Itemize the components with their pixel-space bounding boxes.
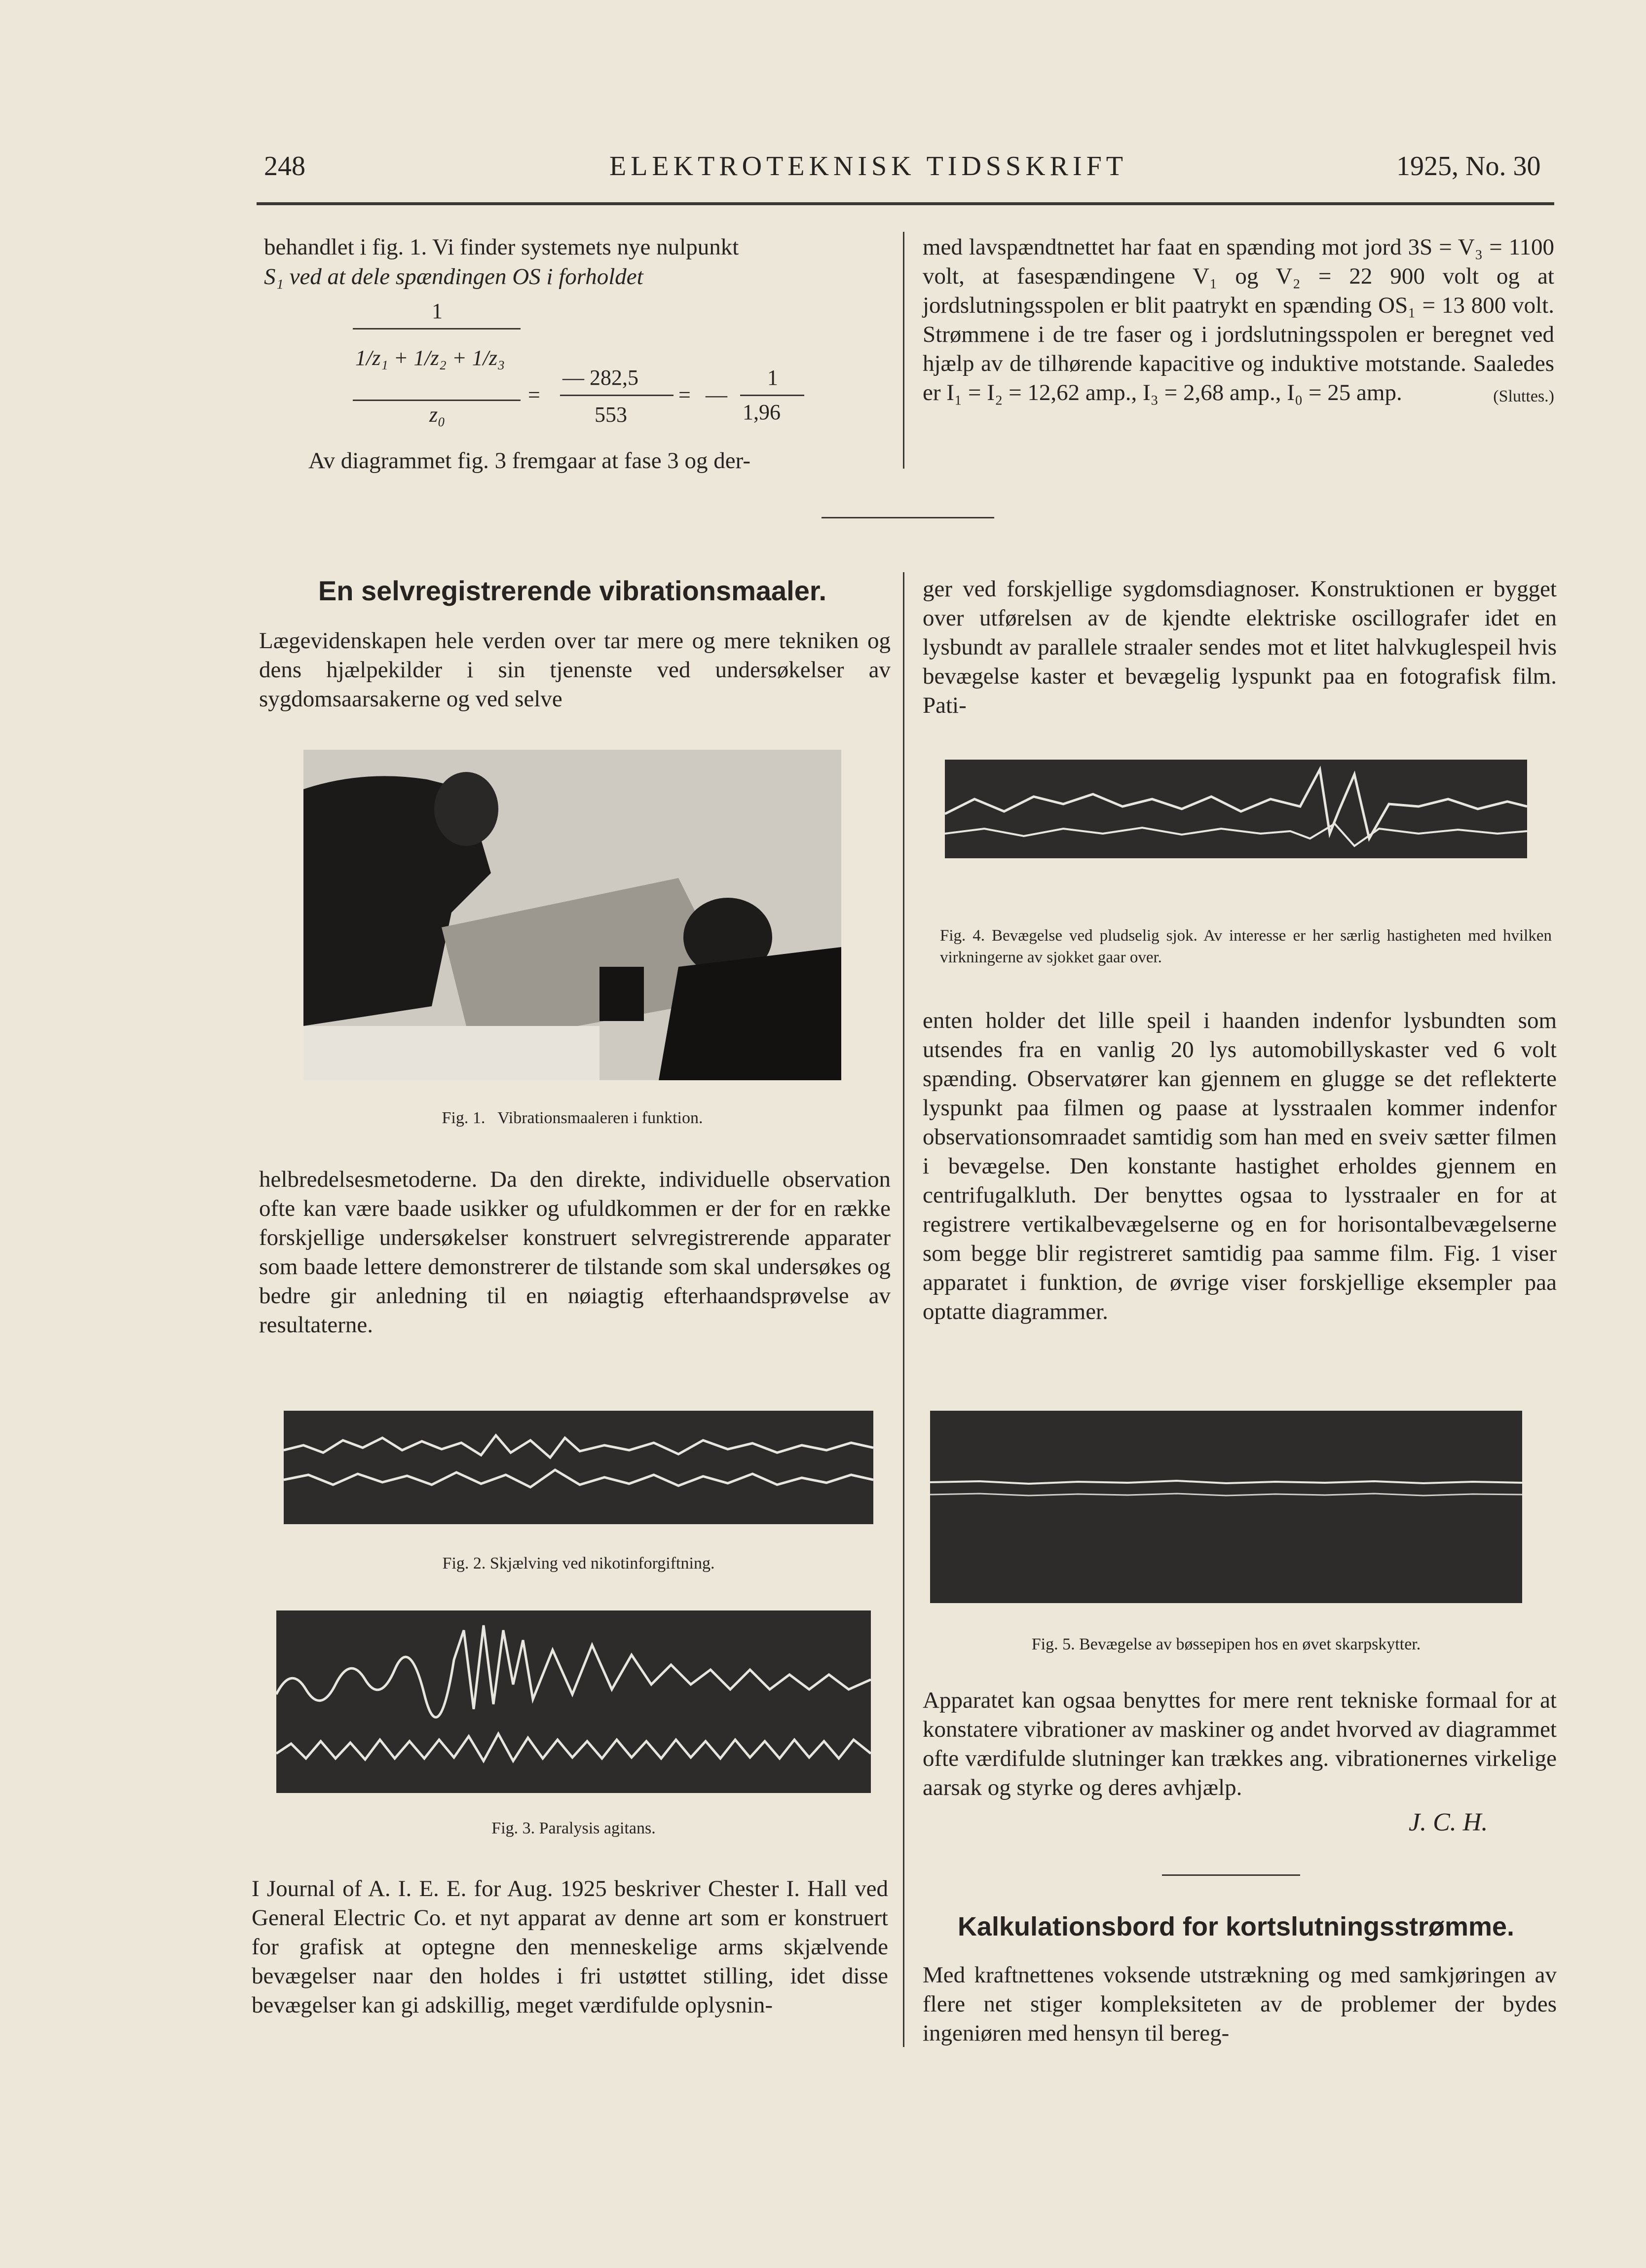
page-number: 248 (264, 151, 305, 182)
article1-para2: helbredelsesmetoderne. Da den direkte, individuelle observation ofte kan være baade usikker og ufuldkommen er der for en række forskjellige undersøkelser konstruert selvregistrerende apparater som baade lettere demonstrerer de tilstande som skal undersøkes og bedre gir anledning til en nøiagtig efterhaandsprøvelse av resultaterne. (259, 1167, 891, 1338)
top-right-paragraph: med lavspændtnettet har faat en spænding mot jord 3S = V₃ = 1100 volt, at fasespændingene V₁ og V₂ = 22 900 volt og at jordslutningsspolen er blit paatrykt en spænding OS₁ = 13 800 volt. Strømmene i de tre faser og i jordslutningsspolen er beregnet ved hjælp av de tilhørende kapacitive og induktive motstande. Saaledes er I₁ = I₂ = 12,62 amp., I₃ = 2,68 amp., I₀ = 25 amp. (923, 234, 1554, 405)
fig2-caption: Fig. 2. Skjælving ved nikotinforgiftning. (442, 1554, 715, 1573)
article1-title: En selvregistrerende vibrationsmaaler. (318, 575, 827, 606)
article-column-divider (903, 572, 904, 2047)
top-left-line1: behandlet i fig. 1. Vi finder systemets nye nulpunkt (264, 234, 739, 260)
formula-denominator: z₀ (429, 402, 446, 427)
formula-sum-row: 1/z₁ + 1/z₂ + 1/z₃ (355, 346, 505, 370)
formula-result-bar (740, 395, 804, 396)
article1-right-para3: Apparatet kan ogsaa benyttes for mere rent tekniske formaal for at konstatere vibrationer av maskiner og andet hvorved av diagrammet ofte værdifulde slutninger kan trækkes ang. vibrationernes virkelige aarsak og styrke og deres avhjælp. (923, 1687, 1557, 1800)
end-note: (Sluttes.) (1493, 387, 1554, 405)
article1-right-para2: enten holder det lille speil i haanden indenfor lysbundten som utsendes fra en vanlig 20 lys automobillyskaster ved 6 volt spænding. Observatører kan gjennem en glugge se det reflekterte lyspunkt paa filmen og paase at lysstraalen kommer indenfor observationsomraadet samtidig som han med en sveiv sætter filmen i bevægelse. Den konstante hastighet erholdes gjennem en centrifugalkluth. Der benyttes ogsaa to lysstraaler en for at registrere vertikalbevægelserne og en for horisontalbevægelserne som begge blir registreret samtidig paa samme film. Fig. 1 viser apparatet i funktion, de øvrige viser forskjellige eksempler paa optatte diagrammer. (923, 1008, 1557, 1324)
header-rule (257, 202, 1554, 205)
section-divider (822, 517, 994, 518)
fig1-photo (303, 750, 841, 1080)
top-column-divider (903, 232, 904, 469)
fig4-caption: Fig. 4. Bevægelse ved pludselig sjok. Av interesse er her særlig hastigheten med hvilken virkningerne av sjokket gaar over. (940, 927, 1552, 966)
fig5-plate (930, 1411, 1522, 1603)
top-left-line2: S₁ ved at dele spændingen OS i forholdet (264, 264, 643, 290)
fig3-caption: Fig. 3. Paralysis agitans. (491, 1819, 656, 1837)
article1-intro: Lægevidenskapen hele verden over tar mere og mere tekniken og dens hjælpekilder i sin tjenenste ved undersøkelser av sygdomsaarsakerne og ved selve (259, 628, 891, 712)
journal-title: ELEKTROTEKNISK TIDSSKRIFT (609, 151, 1127, 182)
formula-eq2: = (678, 383, 691, 407)
article1-para3: I Journal of A. I. E. E. for Aug. 1925 beskriver Chester I. Hall ved General Electric Co. et nyt apparat av denne art som er konstruert for grafisk at optegne den menneskelige arms skjælvende bevægelser naar den holdes i fri ustøttet stilling, idet disse bevægelser kan gi adskillig, meget værdifulde oplysnin- (252, 1876, 888, 2018)
formula-result-num: 1 (767, 366, 778, 390)
formula-eq-bar (560, 395, 673, 396)
formula-eq-num: — 282,5 (562, 366, 638, 390)
top-right-text (923, 233, 1554, 411)
formula-one: 1 (432, 299, 443, 323)
formula-sub-bar (353, 400, 521, 401)
fig1-illustration (303, 750, 841, 1080)
fig5-caption: Fig. 5. Bevægelse av bøssepipen hos en øvet skarpskytter. (1031, 1635, 1421, 1653)
article2-text: Med kraftnettenes voksende utstrækning og med samkjøringen av flere net stiger kompleksiteten av de problemer der bydes ingeniøren med hensyn til bereg- (923, 1962, 1557, 2046)
fig3-plate (276, 1610, 871, 1793)
formula-eq-den: 553 (595, 402, 627, 427)
article1-right-para1: ger ved forskjellige sygdomsdiagnoser. Konstruktionen er bygget over utførelsen av de kjendte elektriske oscillografer idet en lysbundt av parallele straaler sendes mot et litet halvkuglespeil hvis bevægelse kaster et bevægelig lyspunkt paa en fotografisk film. Pati- (923, 576, 1557, 718)
formula-minus: — (706, 383, 727, 407)
formula-result-den: 1,96 (743, 400, 781, 424)
fig1-caption: Fig. 1. Vibrationsmaaleren i funktion. (442, 1109, 703, 1127)
article2-title: Kalkulationsbord for kortslutningsstrømme. (957, 1912, 1515, 1941)
fig4-plate (945, 760, 1527, 858)
issue-label: 1925, No. 30 (1396, 151, 1541, 182)
top-left-last-line: Av diagrammet fig. 3 fremgaar at fase 3 og der- (308, 448, 751, 474)
formula-eq1: = (528, 383, 540, 407)
formula-main-bar (353, 328, 521, 329)
signature: J. C. H. (1409, 1808, 1488, 1836)
fig2-plate (284, 1411, 873, 1524)
article2-divider (1162, 1874, 1300, 1876)
